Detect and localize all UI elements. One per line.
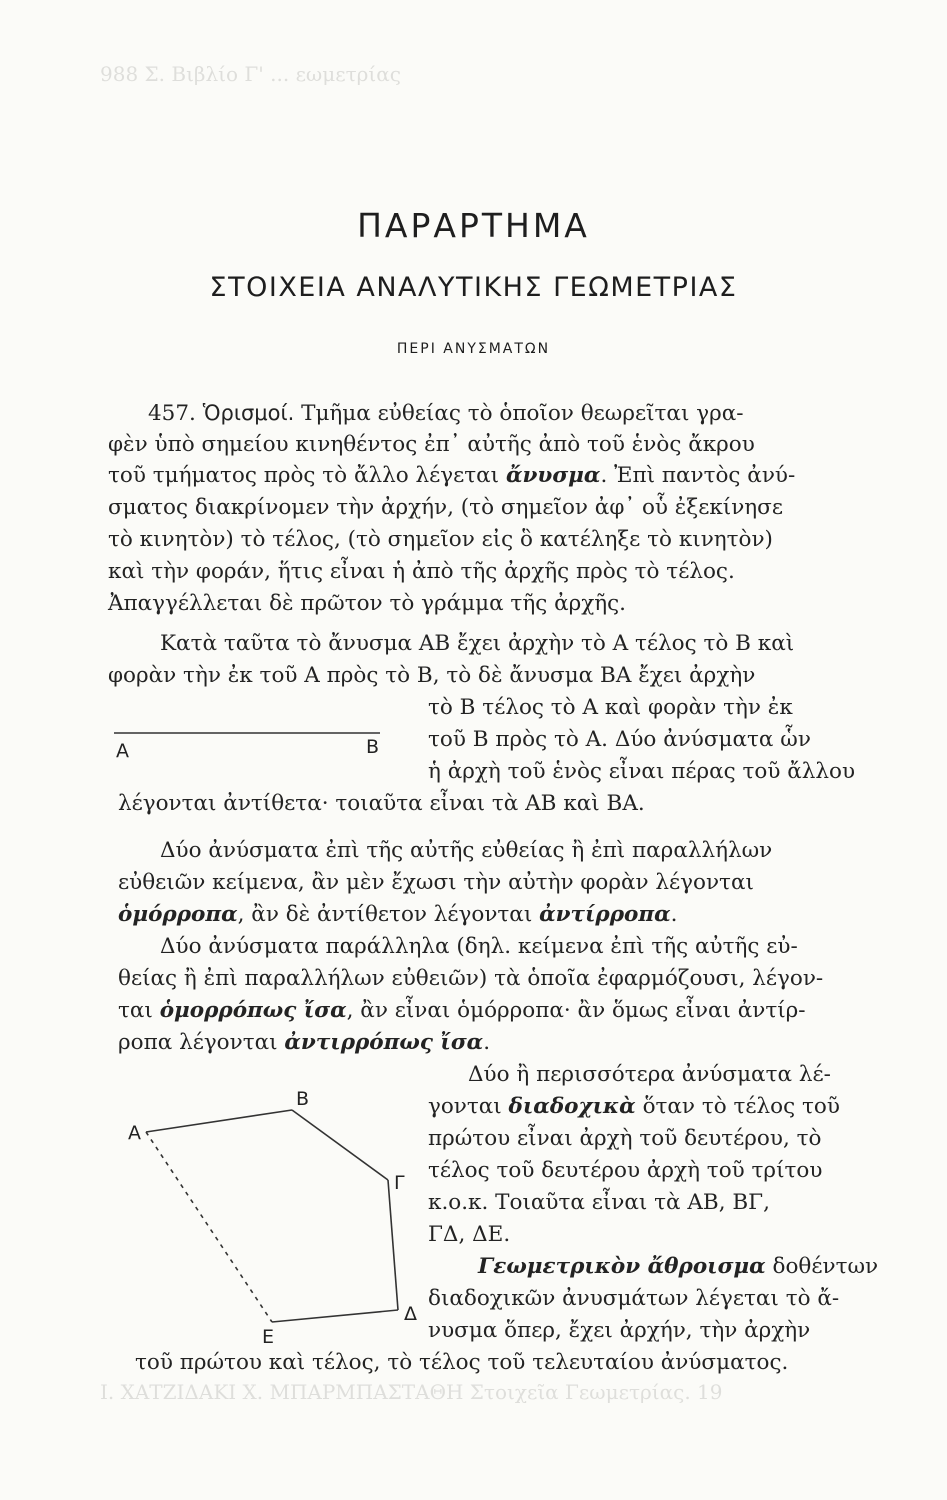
bleed-through-footer: Ι. ΧΑΤΖΙΔΑΚΙ Χ. ΜΠΑΡΜΠΑΣΤΑΘΗ Στοιχεῖα Γεωμετρίας. 19 (100, 1380, 723, 1404)
para3-line2: εὐθειῶν κείμενα, ἂν μὲν ἔχωσι τὴν αὐτὴν φορὰν λέγονται (118, 870, 754, 895)
vector-ab (146, 1110, 292, 1132)
para1-line7: Ἀπαγγέλλεται δὲ πρῶτον τὸ γράμμα τῆς ἀρχῆς. (108, 591, 627, 616)
para3-line1: Δύο ἀνύσματα ἐπὶ τῆς αὐτῆς εὐθείας ἢ ἐπὶ παραλλήλων (160, 838, 773, 863)
vector-bg (292, 1110, 388, 1180)
para1-text3a: τοῦ τμήματος πρὸς τὸ ἄλλο λέγεται (108, 463, 506, 488)
para4-text3c: , ἂν εἶναι ὁμόρροπα· ἂν ὅμως εἶναι ἀντίρ- (346, 998, 806, 1023)
para3-text3d: . (670, 902, 678, 927)
fig2-label-d: Δ (404, 1303, 417, 1325)
para1-line2: φὲν ὑπὸ σημείου κινηθέντος ἐπ᾿ αὐτῆς ἀπὸ τοῦ ἑνὸς ἄκρου (108, 432, 755, 457)
para5-text2a: γονται (428, 1094, 509, 1119)
para5-line3: πρώτου εἶναι ἀρχὴ τοῦ δευτέρου, τὸ (428, 1126, 822, 1151)
vector-ae-sum (146, 1132, 272, 1322)
para5-line5: κ.ο.κ. Τοιαῦτα εἶναι τὰ ΑΒ, ΒΓ, (428, 1190, 770, 1215)
bleed-through-header: 988 Σ. Βιβλίο Γ' ... εωμετρίας (100, 62, 401, 86)
para4-text4c: . (483, 1030, 491, 1055)
para5-line4: τέλος τοῦ δευτέρου ἀρχὴ τοῦ τρίτου (428, 1158, 823, 1183)
term-antirropa: ἀντίρροπα (539, 902, 671, 927)
para2-line1: Κατὰ ταῦτα τὸ ἄνυσμα ΑΒ ἔχει ἀρχὴν τὸ Α τέλος τὸ Β καὶ (160, 631, 795, 656)
para4-text3a: ται (118, 998, 160, 1023)
para6-line3: νυσμα ὅπερ, ἔχει ἀρχήν, τὴν ἀρχὴν (428, 1318, 811, 1343)
term-anysma: ἄνυσμα (505, 463, 601, 488)
para6-text1b: δοθέντων (765, 1254, 879, 1279)
para5-text2c: ὅταν τὸ τέλος τοῦ (635, 1094, 840, 1119)
para6-line2: διαδοχικῶν ἀνυσμάτων λέγεται τὸ ἄ- (428, 1286, 840, 1311)
para1-text1: Τμῆμα εὐθείας τὸ ὁποῖον θεωρεῖται γρα- (301, 401, 744, 426)
para2-line2: φορὰν τὴν ἐκ τοῦ Α πρὸς τὸ Β, τὸ δὲ ἄνυσμα ΒΑ ἔχει ἀρχὴν (108, 663, 756, 688)
term-geometric-sum: Γεωμετρικὸν ἄθροισμα (478, 1254, 766, 1279)
para1-line5: τὸ κινητὸν) τὸ τέλος, (τὸ σημεῖον εἰς ὃ κατέληξε τὸ κινητὸν) (108, 527, 773, 552)
para4-text4a: ροπα λέγονται (118, 1030, 285, 1055)
para4-line1: Δύο ἀνύσματα παράλληλα (δηλ. κείμενα ἐπὶ τῆς αὐτῆς εὐ- (160, 934, 798, 959)
section-heading: Ὁρισμοί. (202, 401, 295, 425)
para2-line5: ἡ ἀρχὴ τοῦ ἑνὸς εἶναι πέρας τοῦ ἄλλου (428, 759, 856, 784)
fig2-label-e: Ε (262, 1326, 275, 1348)
term-antirropos-isa: ἀντιρρόπως ἴσα (284, 1030, 484, 1055)
para5-line1: Δύο ἢ περισσότερα ἀνύσματα λέ- (468, 1062, 831, 1087)
subject-title: ΣΤΟΙΧΕΙΑ ΑΝΑΛΥΤΙΚΗΣ ΓΕΩΜΕΤΡΙΑΣ (209, 272, 738, 303)
appendix-title: ΠΑΡΑΡΤΗΜΑ (357, 206, 590, 245)
para2-line3: τὸ Β τέλος τὸ Α καὶ φορὰν τὴν ἐκ (428, 695, 793, 720)
para1-line6: καὶ τὴν φοράν, ἥτις εἶναι ἡ ἀπὸ τῆς ἀρχῆς πρὸς τὸ τέλος. (108, 559, 735, 584)
para4-line2: θείας ἢ ἐπὶ παραλλήλων εὐθειῶν) τὰ ὁποῖα ἐφαρμόζουσι, λέγον- (118, 966, 824, 991)
fig1-label-b: Β (366, 736, 380, 758)
fig2-label-a: Α (128, 1122, 141, 1144)
para1-text3c: . Ἐπὶ παντὸς ἀνύ- (600, 463, 796, 488)
para5-line6: ΓΔ, ΔΕ. (428, 1222, 511, 1247)
fig2-label-g: Γ (394, 1172, 405, 1194)
section-title: ΠΕΡΙ ΑΝΥΣΜΑΤΩΝ (396, 341, 551, 357)
vector-gd (388, 1180, 398, 1310)
fig2-label-b: Β (296, 1088, 310, 1110)
term-diadochika: διαδοχικὰ (508, 1094, 636, 1119)
para2-line4: τοῦ Β πρὸς τὸ Α. Δύο ἀνύσματα ὧν (428, 727, 811, 752)
term-homorropa: ὁμόρροπα (118, 902, 238, 927)
term-homorropos-isa: ὁμορρόπως ἴσα (159, 998, 347, 1023)
section-number: 457. (148, 401, 196, 426)
para2-line6: λέγονται ἀντίθετα· τοιαῦτα εἶναι τὰ ΑΒ καὶ ΒΑ. (118, 791, 645, 816)
para6-line4: τοῦ πρώτου καὶ τέλος, τὸ τέλος τοῦ τελευταίου ἀνύσματος. (135, 1350, 789, 1375)
para3-text3b: , ἂν δὲ ἀντίθετον λέγονται (237, 902, 540, 927)
vector-de (272, 1310, 398, 1322)
para1-line4: σματος διακρίνομεν τὴν ἀρχήν, (τὸ σημεῖον ἀφ᾿ οὗ ἐξεκίνησε (108, 495, 783, 520)
fig1-label-a: Α (116, 740, 129, 762)
